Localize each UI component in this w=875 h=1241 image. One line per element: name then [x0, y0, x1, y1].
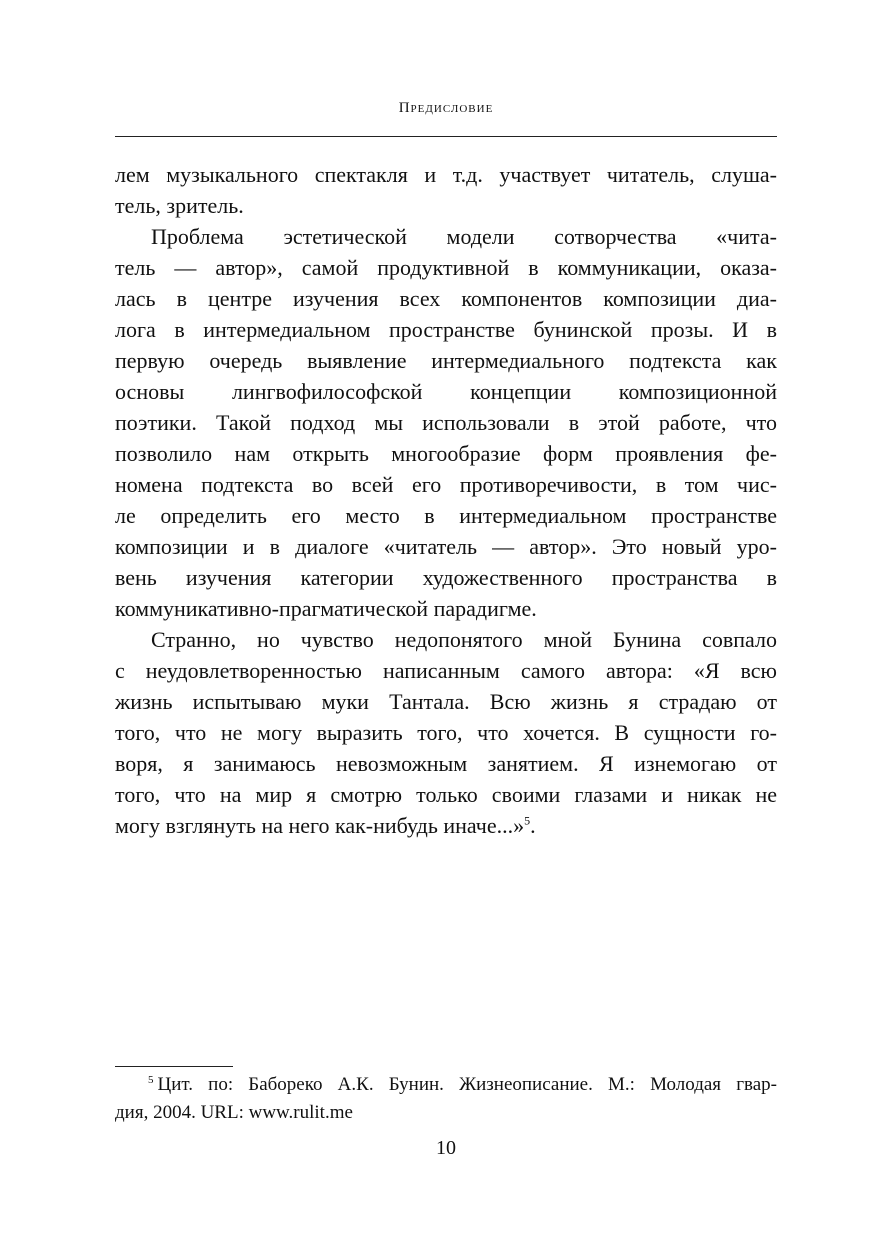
footnote-line	[115, 1071, 777, 1099]
text-line: ле определить его место в интермедиальном пространстве	[115, 503, 777, 528]
text-line: лась в центре изучения всех компонентов композиции диа-	[115, 286, 777, 311]
footnote-line: дия, 2004. URL: www.rulit.me	[115, 1102, 353, 1123]
text-line: того, что на мир я смотрю только своими глазами и никак не	[115, 782, 777, 807]
text-line: поэтики. Такой подход мы использовали в этой работе, что	[115, 410, 777, 435]
text-line: первую очередь выявление интермедиального подтекста как	[115, 348, 777, 373]
text-line-with-footnote: могу взглянуть на него как-нибудь иначе...»$^5$.	[115, 813, 536, 838]
text-line: номена подтекста во всей его противоречивости, в том чис-	[115, 472, 777, 497]
text-line: позволило нам открыть многообразие форм проявления фе-	[115, 441, 777, 466]
text-line: лем музыкального спектакля и т.д. участвует читатель, слуша-	[115, 162, 777, 187]
text-line: тель, зритель.	[115, 193, 244, 218]
text-line: композиции и в диалоге «читатель — автор». Это новый уро-	[115, 534, 777, 559]
text-line: жизнь испытываю муки Тантала. Всю жизнь я страдаю от	[115, 689, 777, 714]
footnote-rule	[115, 1066, 233, 1067]
footnote	[115, 1071, 777, 1127]
footnote-text: Цит. по: Бабореко А.К. Бунин. Жизнеописание. М.: Молодая гвар-	[157, 1074, 777, 1095]
body-text	[115, 159, 777, 841]
text-line: Странно, но чувство недопонятого мной Бунина совпало	[151, 627, 777, 652]
page-number: 10	[436, 1137, 456, 1159]
footnote-reference[interactable]: 5	[524, 813, 531, 828]
text-line: коммуникативно-прагматической парадигме.	[115, 596, 537, 621]
text-line: того, что не могу выразить того, что хочется. В сущности го-	[115, 720, 777, 745]
running-head: Предисловие	[398, 100, 494, 116]
text-line: вень изучения категории художественного пространства в	[115, 565, 777, 590]
text-line: с неудовлетворенностью написанным самого автора: «Я всю	[115, 658, 777, 683]
text-line: лога в интермедиальном пространстве бунинской прозы. И в	[115, 317, 777, 342]
text-line: воря, я занимаюсь невозможным занятием. Я изнемогаю от	[115, 751, 777, 776]
text-line: основы лингвофилософской концепции композиционной	[115, 379, 777, 404]
text-line-content: могу взглянуть на него как-нибудь иначе...»	[115, 813, 525, 838]
text-line: Проблема эстетической модели сотворчества «чита-	[151, 224, 777, 249]
footnote-number: 5	[148, 1073, 154, 1086]
header-rule	[115, 136, 777, 137]
text-line: тель — автор», самой продуктивной в коммуникации, оказа-	[115, 255, 777, 280]
